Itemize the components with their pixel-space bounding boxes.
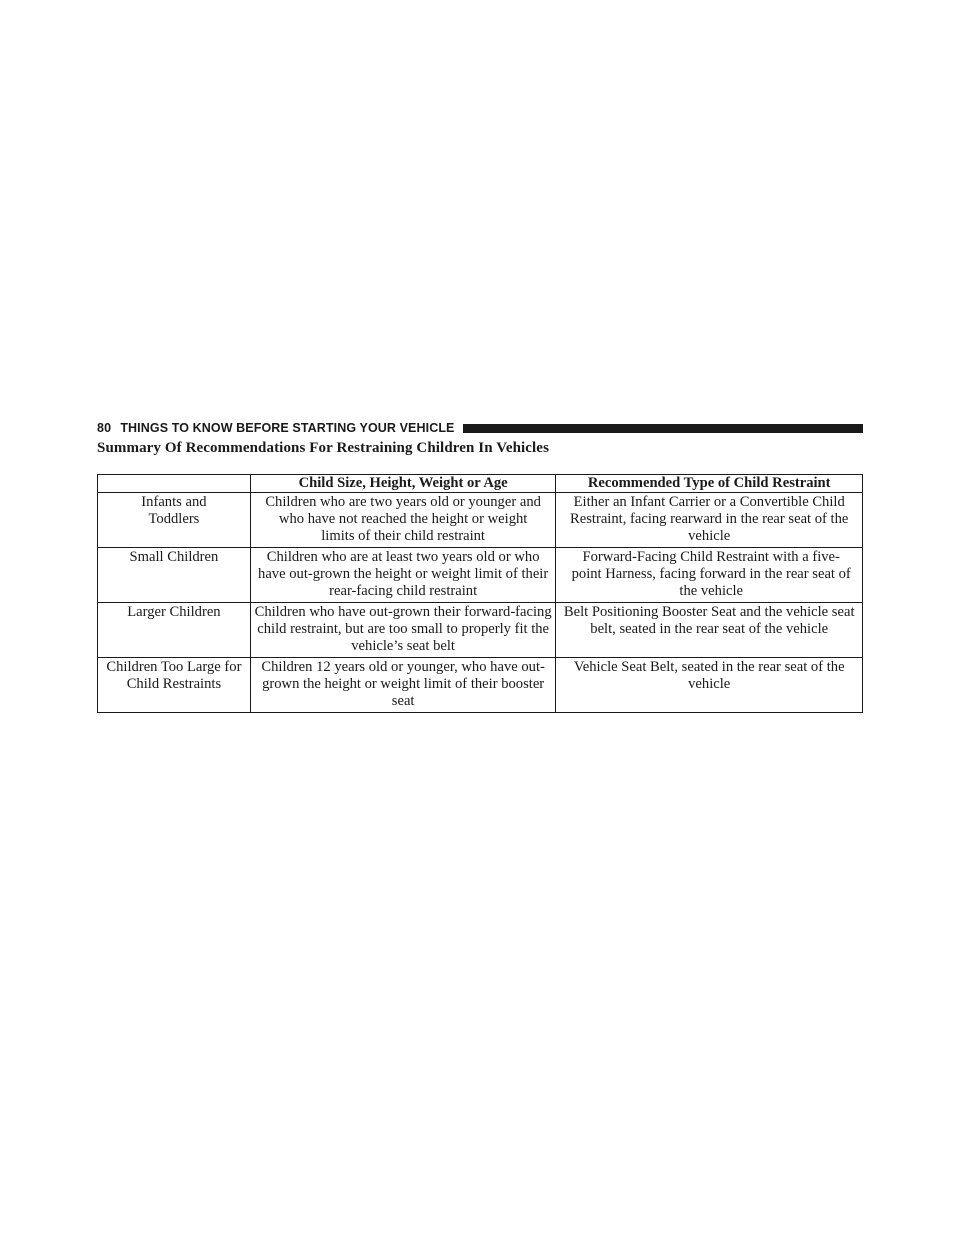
restraint-cell: Forward-Facing Child Restraint with a five-point Harness, facing forward in the rear seat of the vehicle [556, 548, 863, 603]
category-cell: Small Children [98, 548, 251, 603]
table-row [98, 603, 863, 658]
category-cell: Larger Children [98, 603, 251, 658]
description-cell: Children who are two years old or younger and who have not reached the height or weight limits of their child restraint [250, 493, 556, 548]
description-cell: Children who are at least two years old or who have out-grown the height or weight limit of their rear-facing child restraint [250, 548, 556, 603]
page-number: 80 [97, 421, 112, 435]
page-header [97, 418, 863, 438]
table-row [98, 658, 863, 713]
restraint-cell: Vehicle Seat Belt, seated in the rear seat of the vehicle [556, 658, 863, 713]
description-cell: Children who have out-grown their forward-facing child restraint, but are too small to properly fit the vehicle’s seat belt [250, 603, 556, 658]
table-row [98, 493, 863, 548]
recommendations-table [97, 474, 863, 713]
table-row [98, 548, 863, 603]
category-cell: Children Too Large for Child Restraints [98, 658, 251, 713]
section-title: Summary Of Recommendations For Restraining Children In Vehicles [97, 440, 550, 456]
header-cell-restraint-type: Recommended Type of Child Restraint [556, 475, 863, 493]
category-cell: Infants and Toddlers [98, 493, 251, 548]
chapter-title: THINGS TO KNOW BEFORE STARTING YOUR VEHICLE [120, 421, 455, 435]
table-header-row [98, 475, 863, 493]
header-rule [463, 424, 864, 433]
restraint-cell: Either an Infant Carrier or a Convertible Child Restraint, facing rearward in the rear seat of the vehicle [556, 493, 863, 548]
header-cell-child-size: Child Size, Height, Weight or Age [250, 475, 556, 493]
header-cell-category [98, 475, 251, 493]
description-cell: Children 12 years old or younger, who have out-grown the height or weight limit of their booster seat [250, 658, 556, 713]
restraint-cell: Belt Positioning Booster Seat and the vehicle seat belt, seated in the rear seat of the vehicle [556, 603, 863, 658]
